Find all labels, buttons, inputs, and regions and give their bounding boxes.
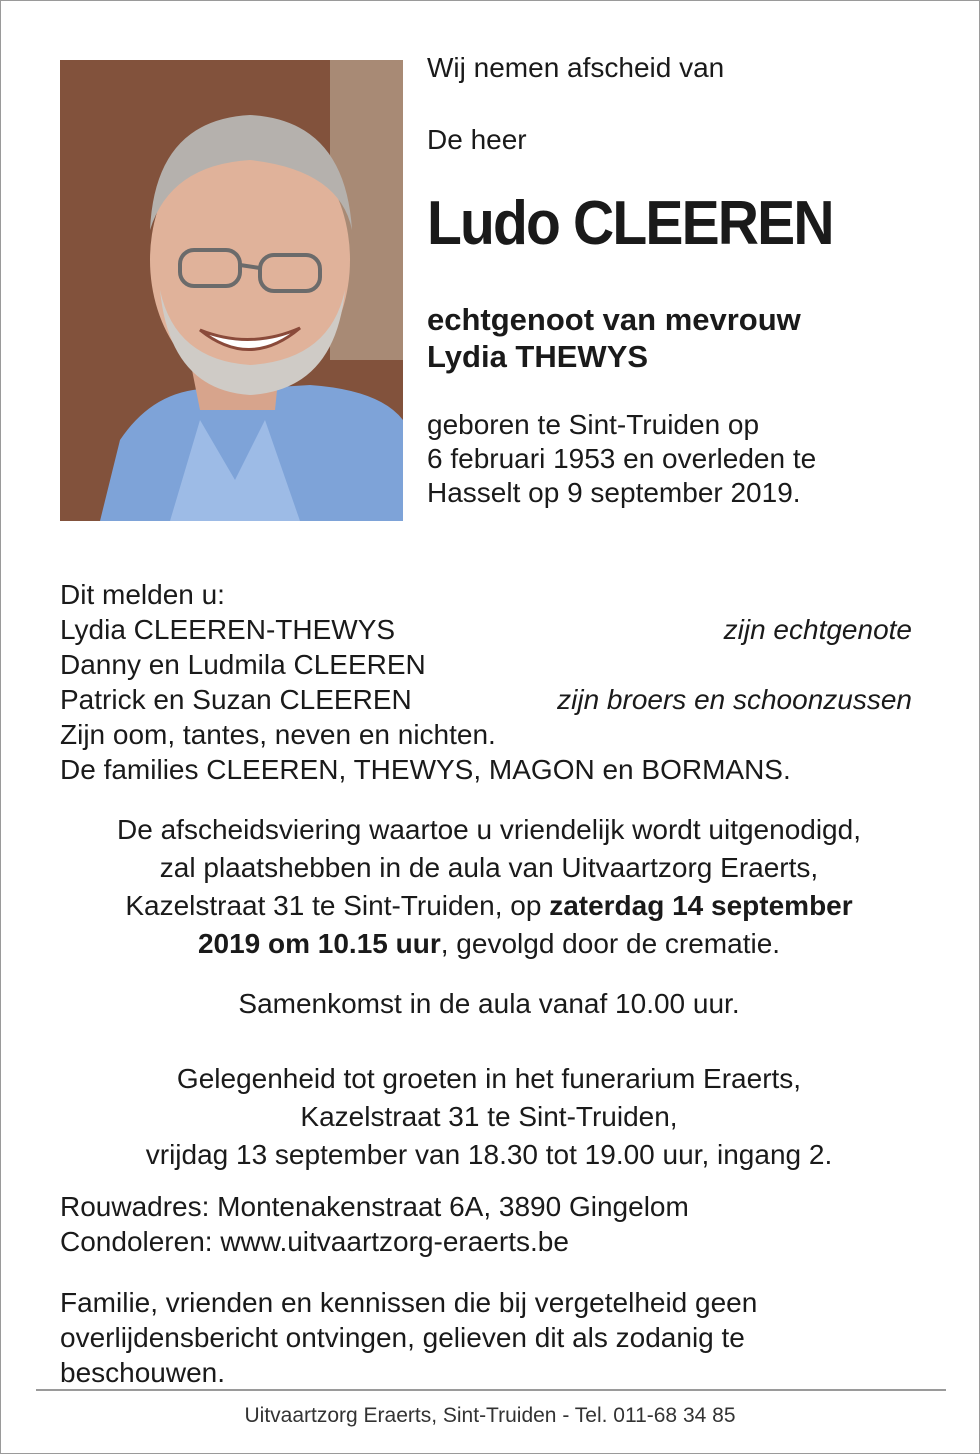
visitation-line-3: vrijdag 13 september van 18.30 tot 19.00 uur, ingang 2.: [145, 1139, 833, 1170]
header-block: [427, 51, 947, 510]
ceremony-line-2: zal plaatshebben in de aula van Uitvaartzorg Eraerts,: [159, 852, 819, 883]
deceased-name: Ludo CLEEREN: [427, 189, 833, 258]
contact-block: [60, 1189, 940, 1259]
family-row: [60, 647, 912, 682]
ceremony-followup: , gevolgd door de crematie.: [440, 928, 781, 959]
family-name: Lydia CLEEREN-THEWYS: [60, 614, 396, 645]
family-announcement: [60, 577, 912, 787]
ceremony-location: Kazelstraat 31 te Sint-Truiden, op: [125, 890, 550, 921]
footer-text: Uitvaartzorg Eraerts, Sint-Truiden - Tel. 011-68 34 85: [244, 1404, 736, 1427]
notice-block: [60, 1285, 940, 1390]
family-row: [60, 717, 912, 752]
visitation-line-2: Kazelstraat 31 te Sint-Truiden,: [300, 1101, 678, 1132]
spouse-line-2: Lydia THEWYS: [427, 339, 649, 374]
honorific: De heer: [427, 124, 527, 155]
family-row: [60, 612, 912, 647]
portrait-photo: [60, 60, 403, 521]
family-relation: zijn echtgenote: [723, 614, 912, 645]
ceremony-time: 2019 om 10.15 uur: [197, 928, 441, 959]
notice-line-2: overlijdensbericht ontvingen, gelieven dit als zodanig te: [60, 1322, 745, 1353]
family-row: [60, 752, 912, 787]
visitation-line-1: Gelegenheid tot groeten in het funerarium Eraerts,: [176, 1063, 802, 1094]
mourning-address: Rouwadres: Montenakenstraat 6A, 3890 Gingelom: [60, 1191, 689, 1222]
spouse-block: [427, 301, 947, 375]
birth-line-2: 6 februari 1953 en overleden te: [427, 443, 817, 474]
birth-line-1: geboren te Sint-Truiden op: [427, 409, 760, 440]
ceremony-line-1: De afscheidsviering waartoe u vriendelijk wordt uitgenodigd,: [117, 814, 861, 845]
family-name: Patrick en Suzan CLEEREN: [60, 684, 412, 715]
notice-line-1: Familie, vrienden en kennissen die bij vergetelheid geen: [60, 1287, 758, 1318]
family-name: Zijn oom, tantes, neven en nichten.: [60, 719, 496, 750]
ceremony-line-3: [41, 887, 937, 925]
intro-text: Wij nemen afscheid van: [427, 52, 725, 83]
family-relation: zijn broers en schoonzussen: [557, 684, 912, 715]
ceremony-date: zaterdag 14 september: [549, 890, 853, 921]
ceremony-block: [41, 811, 937, 963]
birth-line-3: Hasselt op 9 september 2019.: [427, 477, 801, 508]
family-intro: Dit melden u:: [60, 579, 225, 610]
footer-divider: [36, 1389, 946, 1391]
gathering-text: Samenkomst in de aula vanaf 10.00 uur.: [238, 988, 740, 1019]
visitation-block: [41, 1060, 937, 1174]
family-row: [60, 682, 912, 717]
family-name: Danny en Ludmila CLEEREN: [60, 649, 426, 680]
ceremony-line-4: [41, 925, 937, 963]
birth-death-block: [427, 408, 947, 510]
spouse-line-1: echtgenoot van mevrouw: [427, 302, 801, 337]
condolences-link[interactable]: Condoleren: www.uitvaartzorg-eraerts.be: [60, 1226, 569, 1257]
family-name: De families CLEEREN, THEWYS, MAGON en BORMANS.: [60, 754, 791, 785]
portrait-illustration: [60, 60, 403, 521]
notice-line-3: beschouwen.: [60, 1357, 226, 1388]
